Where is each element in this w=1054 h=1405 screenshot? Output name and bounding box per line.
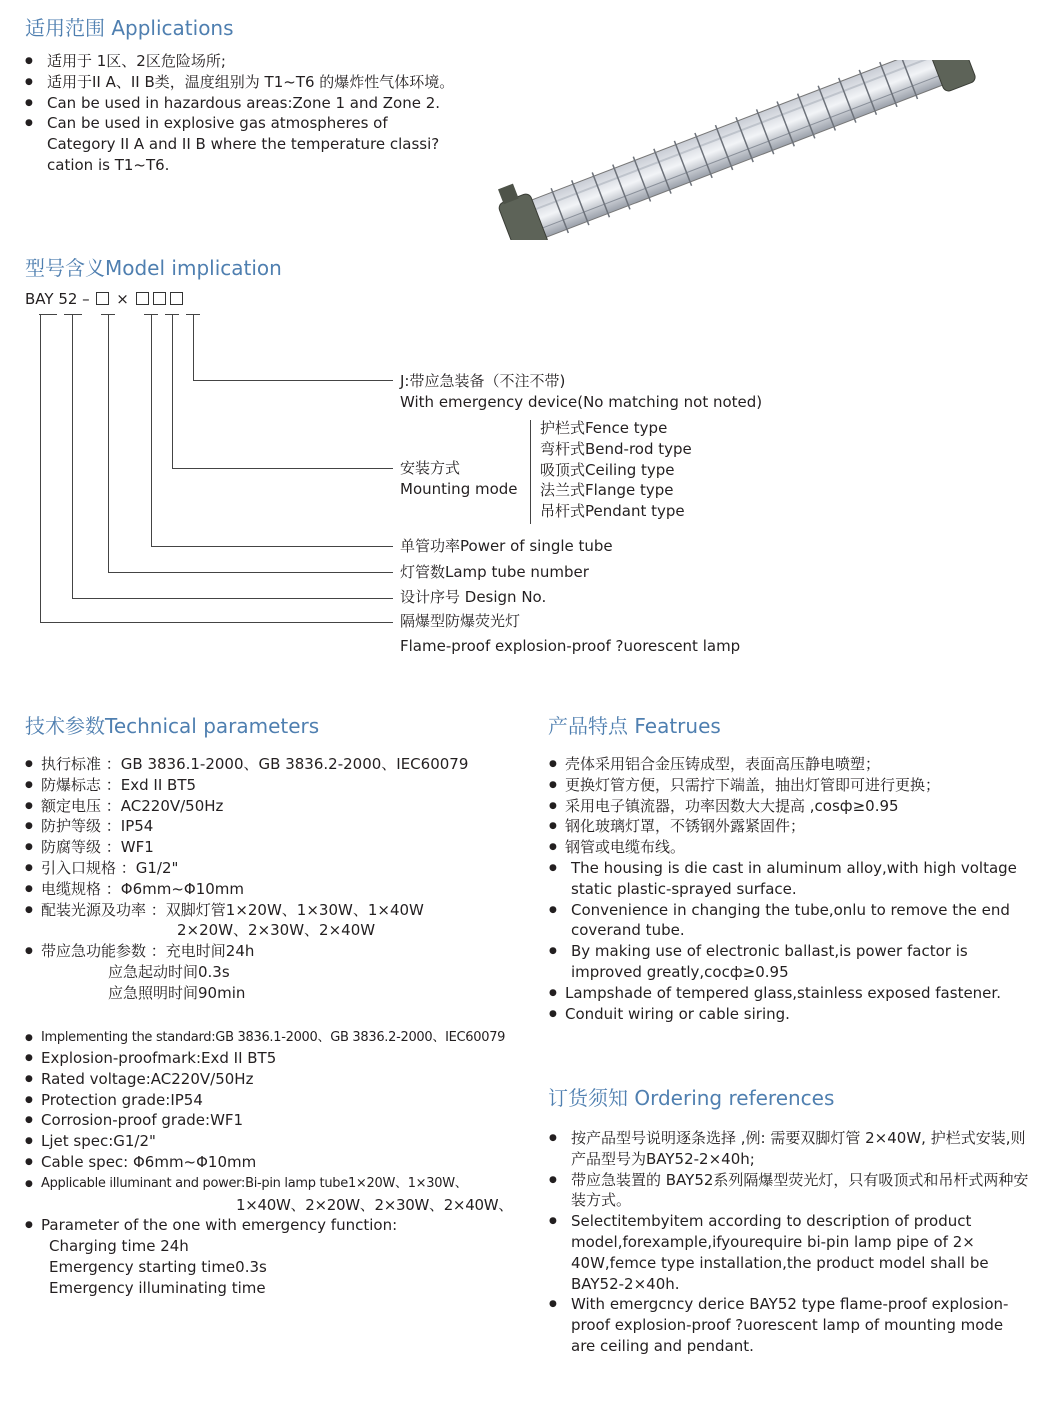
list-item: ● Parameter of the one with emergency function: (25, 1215, 505, 1236)
list-item: Emergency starting time0.3s (49, 1257, 267, 1276)
list-item: ● 执行标准 ：GB 3836.1-2000、GB 3836.2-2000、IEC60079 (25, 754, 505, 775)
list-item: ● With emergcncy derice BAY52 type flame-proof explosion-proof explosion-proof ?uorescent lamp of mounting mode are ceiling and pendant. (549, 1294, 1029, 1356)
list-item: ● 配装光源及功率 ：双脚灯管1×20W、1×30W、1×40W (25, 900, 505, 921)
ordering-list (549, 1128, 1029, 1357)
list-item: ● 钢化玻璃灯罩，不锈钢外露紧固件； (549, 816, 1029, 837)
model-code (25, 290, 185, 308)
list-item: ● 适用于 1区、2区危险场所; (25, 51, 455, 72)
features-heading: 产品特点 Featrues (548, 714, 721, 738)
lamp-cn-label: 隔爆型防爆荧光灯 (400, 612, 521, 630)
list-item: ● Ljet spec:G1/2" (25, 1131, 505, 1152)
list-item: ● 更换灯管方便，只需拧下端盖，抽出灯管即可进行更换； (549, 775, 1029, 796)
list-item: ● 适用于II A、II B类，温度组别为 T1~T6 的爆炸性气体环境。 (25, 72, 455, 93)
en-emergency-lines (49, 1236, 267, 1298)
list-item: Charging time 24h (49, 1237, 189, 1255)
technical-emergency-list (25, 941, 505, 962)
mounting-types-list (540, 418, 692, 522)
list-item: ● 壳体采用铝合金压铸成型，表面高压静电喷塑； (549, 754, 1029, 775)
en-illum-continuation: 1×40W、2×20W、2×30W、2×40W、 (236, 1196, 513, 1214)
list-item: ● 防护等级 ：IP54 (25, 816, 505, 837)
list-item: ● Can be used in hazardous areas:Zone 1 and Zone 2. (25, 93, 455, 114)
technical-en-standard (25, 1028, 515, 1049)
list-item: ● By making use of electronic ballast,is power factor is improved greatly,cocф≥0.95 (549, 941, 1029, 983)
applications-heading: 适用范围 Applications (25, 16, 234, 40)
list-item: 弯杆式Bend-rod type (540, 439, 692, 458)
emergency-start-time: 应急起动时间0.3s (108, 963, 230, 981)
features-en-list (549, 858, 1029, 983)
emergency-illum-time: 应急照明时间90min (108, 984, 246, 1002)
list-item: ● Explosion-proofmark:Exd II BT5 (25, 1048, 505, 1069)
list-item: ● 防腐等级 ：WF1 (25, 837, 505, 858)
list-item: ● 钢管或电缆布线。 (549, 837, 1029, 858)
list-item: 护栏式Fence type (540, 419, 668, 437)
list-item: ● 带应急功能参数 ：充电时间24h (25, 941, 505, 962)
emergency-cn-label: J:带应急装备（不注不带) (400, 372, 566, 390)
list-item: ● Convenience in changing the tube,onlu to remove the end coverand tube. (549, 900, 1029, 942)
lamp-en-label: Flame-proof explosion-proof ?uorescent lamp (400, 637, 741, 655)
list-item: ● Lampshade of tempered glass,stainless exposed fastener. (549, 983, 1029, 1004)
list-item: ● 电缆规格 ：Φ6mm~Φ10mm (25, 879, 505, 900)
technical-en-illum (25, 1174, 525, 1195)
list-item: ● Conduit wiring or cable siring. (549, 1004, 1029, 1025)
design-label: 设计序号 Design No. (400, 588, 547, 606)
emergency-en-label: With emergency device(No matching not noted) (400, 393, 763, 411)
list-item: ● 防爆标志 ：Exd II BT5 (25, 775, 505, 796)
model-code-prefix: BAY 52 – (25, 290, 90, 308)
list-item: ● 带应急装置的 BAY52系列隔爆型荧光灯，只有吸顶式和吊杆式两种安装方式。 (549, 1170, 1029, 1212)
placeholder-box (153, 292, 166, 305)
placeholder-box (136, 292, 149, 305)
list-item: 吊杆式Pendant type (540, 502, 685, 521)
mounting-cn-label: 安装方式 (400, 459, 461, 477)
lamp-product-image (490, 60, 990, 240)
list-item: ● Corrosion-proof grade:WF1 (25, 1110, 505, 1131)
list-item: ● Rated voltage:AC220V/50Hz (25, 1069, 505, 1090)
list-item: ● 按产品型号说明逐条选择 ,例: 需要双脚灯管 2×40W, 护栏式安装,则产品型号为BAY52-2×40h; (549, 1128, 1029, 1170)
list-item: ● 采用电子镇流器，功率因数大大提高 ,cosф≥0.95 (549, 796, 1029, 817)
technical-cn-list (25, 754, 505, 920)
technical-en-list (25, 1048, 505, 1173)
mounting-en-label: Mounting mode (400, 480, 518, 498)
list-item: ● Implementing the standard:GB 3836.1-2000、GB 3836.2-2000、IEC60079 (25, 1028, 515, 1049)
list-item: ● The housing is die cast in aluminum alloy,with high voltage static plastic-sprayed surface. (549, 858, 1029, 900)
list-item: ● 引入口规格 ：G1/2" (25, 858, 505, 879)
list-item: 法兰式Flange type (540, 481, 674, 500)
list-item: ● Cable spec: Φ6mm~Φ10mm (25, 1152, 505, 1173)
power-label: 单管功率Power of single tube (400, 537, 613, 555)
list-item: ● 额定电压 ：AC220V/50Hz (25, 796, 505, 817)
placeholder-box (170, 292, 183, 305)
list-item: Emergency illuminating time (49, 1278, 266, 1297)
applications-list (25, 51, 455, 176)
features-en-list-2 (549, 983, 1029, 1025)
list-item: ● Can be used in explosive gas atmospheres of Category II A and II B where the temperature classi?cation is T1~T6. (25, 113, 455, 175)
model-code-times: × (116, 290, 129, 308)
list-item: 吸顶式Ceiling type (540, 460, 675, 479)
list-item: ● Applicable illuminant and power:Bi-pin lamp tube1×20W、1×30W、 (25, 1174, 525, 1195)
light-source-continuation: 2×20W、2×30W、2×40W (177, 921, 376, 939)
features-cn-list (549, 754, 1029, 858)
model-heading: 型号含义Model implication (25, 256, 282, 280)
tube-number-label: 灯管数Lamp tube number (400, 563, 589, 581)
ordering-heading: 订货须知 Ordering references (548, 1086, 835, 1110)
list-item: ● Selectitembyitem according to description of product model,forexample,ifyourequire bi-pin lamp pipe of 2× 40W,femce type installation,the product model shall be BAY52-2×40h. (549, 1211, 1029, 1294)
technical-en-emergency (25, 1215, 505, 1236)
placeholder-box (96, 292, 109, 305)
technical-heading: 技术参数Technical parameters (25, 714, 320, 738)
list-item: ● Protection grade:IP54 (25, 1090, 505, 1111)
